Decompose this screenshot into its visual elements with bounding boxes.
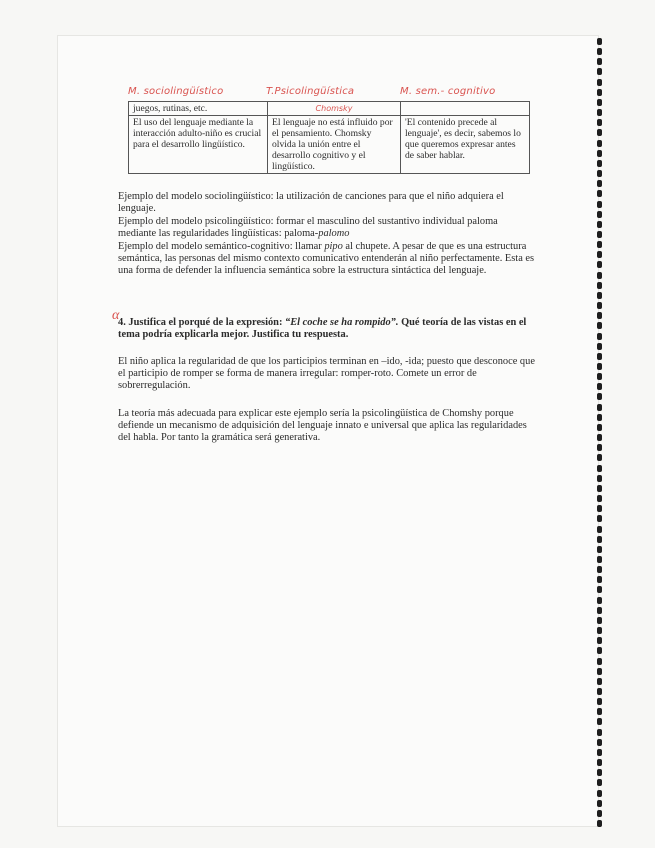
handwritten-socio: M. sociolingüístico bbox=[128, 86, 224, 97]
question-4: 4. Justifica el porqué de la expresión: “El coche se ha rompido”. Qué teoría de las vistas en el tema podría explicarla mejor. Justifica tu respuesta. bbox=[118, 317, 527, 341]
handwritten-alpha-mark: α bbox=[112, 308, 120, 323]
example-psico: Ejemplo del modelo psicolingüístico: formar el masculino del sustantivo individual paloma mediante las regularidades lingüísticas: paloma-palomo bbox=[118, 216, 498, 240]
handwritten-chomsky: Chomsky bbox=[315, 104, 353, 113]
table-cell bbox=[268, 102, 401, 116]
table-cell bbox=[401, 102, 530, 116]
table-row bbox=[129, 102, 530, 116]
spiral-binding bbox=[597, 38, 605, 828]
handwritten-semantic: M. sem.- cognitivo bbox=[400, 86, 496, 97]
answer-paragraph-2: La teoría más adecuada para explicar este ejemplo sería la psicolingüística de Chomshy porque defiende un mecanismo de adquisición del lenguaje innato e universal que aplica las regularidades del habla. Por tanto la gramática será generativa. bbox=[118, 408, 527, 444]
answer-paragraph-1: El niño aplica la regularidad de que los participios terminan en –ido, -ida; puesto que desconoce que el participio de romper se forma de manera irregular: romper-roto. Comete un error de sobrerregulación. bbox=[118, 356, 535, 392]
table-cell: 'El contenido precede al lenguaje', es decir, sabemos lo que queremos expresar antes de saber hablar. bbox=[401, 116, 530, 174]
example-semantic: Ejemplo del modelo semántico-cognitivo: llamar pipo al chupete. A pesar de que es una estructura semántica, las personas del mismo contexto comunicativo entenderán al niño perfectamente. Esta es una forma de defender la influencia semántica sobre la estructura sintáctica del lenguaje. bbox=[118, 241, 535, 277]
table-row bbox=[129, 116, 530, 174]
models-table bbox=[128, 101, 530, 174]
example-socio: Ejemplo del modelo sociolingüístico: la utilización de canciones para que el niño adquiera el lenguaje. bbox=[118, 191, 504, 215]
table-cell: El lenguaje no está influido por el pensamiento. Chomsky olvida la unión entre el desarrollo cognitivo y el lingüístico. bbox=[268, 116, 401, 174]
table-cell: juegos, rutinas, etc. bbox=[129, 102, 268, 116]
handwritten-column-headers bbox=[128, 86, 538, 100]
handwritten-psico: T.Psicolingüística bbox=[266, 86, 355, 97]
table-cell: El uso del lenguaje mediante la interacción adulto-niño es crucial para el desarrollo lingüístico. bbox=[129, 116, 268, 174]
